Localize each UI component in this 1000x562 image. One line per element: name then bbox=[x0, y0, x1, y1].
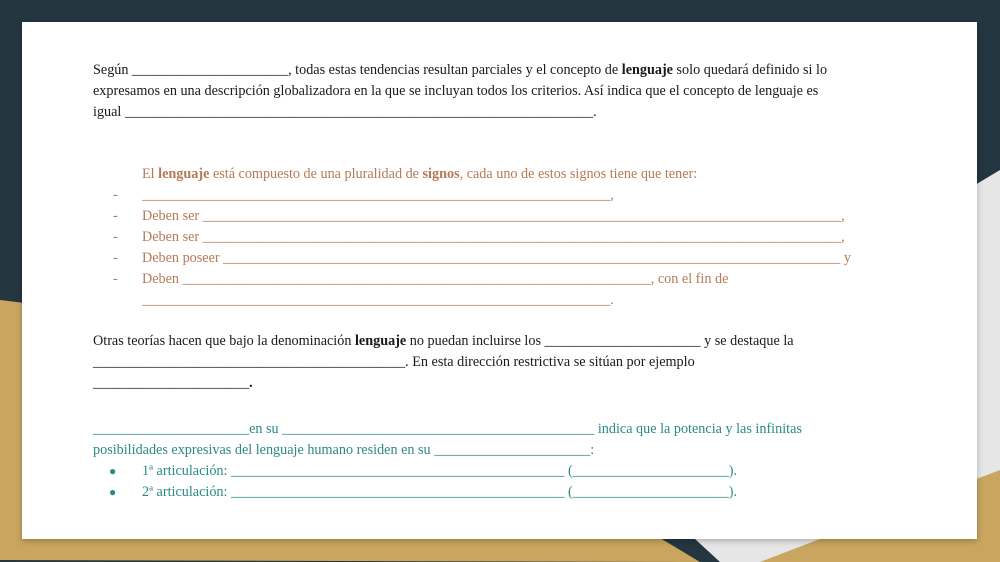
p1-line2: expresamos en una descripción globalizadora en la que se incluyan todos los criterios. Así indica que el concepto de lenguaje es bbox=[93, 83, 819, 99]
item-3: Deben ser __________________________________________________________________________________________, bbox=[142, 229, 845, 245]
blank-articulacion-2[interactable]: _______________________________________________ bbox=[231, 484, 565, 500]
blank-articulacion-1-paren[interactable]: (______________________). bbox=[567, 463, 738, 479]
p3-line1: Otras teorías hacen que bajo la denominación lenguaje no puedan incluirse los ______________________ y se destaque la bbox=[93, 333, 794, 349]
blank-no-incluirse[interactable]: ______________________ bbox=[544, 333, 701, 349]
blank-item-1[interactable]: __________________________________________________________________, bbox=[142, 187, 614, 203]
item-4: Deben poseer _______________________________________________________________________________________ y bbox=[142, 250, 851, 266]
bullet-2: ● bbox=[109, 485, 117, 499]
dash-5: - bbox=[113, 271, 118, 287]
blank-concepto-igual[interactable]: __________________________________________________________________ bbox=[124, 104, 594, 120]
blank-autor-2[interactable]: ______________________ bbox=[93, 421, 250, 437]
p4-line2: posibilidades expresivas del lenguaje humano residen en su ______________________: bbox=[93, 442, 595, 458]
item-5: Deben __________________________________________________________________, con el fin de bbox=[142, 271, 729, 287]
blank-se-destaque[interactable]: ____________________________________________ bbox=[93, 354, 406, 370]
p1-line1: Según ______________________, todas estas tendencias resultan parciales y el concepto de lenguaje solo quedará definido si lo bbox=[93, 62, 828, 78]
blank-item-2[interactable]: __________________________________________________________________________________________, bbox=[202, 208, 845, 224]
blank-item-5[interactable]: __________________________________________________________________ bbox=[182, 271, 651, 287]
worksheet-page bbox=[22, 22, 977, 539]
blank-ejemplo[interactable]: ______________________ bbox=[93, 375, 250, 391]
blank-articulacion-1[interactable]: _______________________________________________ bbox=[231, 463, 565, 479]
dash-2: - bbox=[113, 208, 118, 224]
blank-doble-articulacion[interactable]: ______________________ bbox=[434, 442, 591, 458]
blank-item-5-cont[interactable]: __________________________________________________________________. bbox=[142, 292, 614, 308]
bullet-item-1: 1ª articulación: _______________________________________________ (______________________). bbox=[142, 463, 738, 479]
dash-1: - bbox=[113, 187, 118, 203]
blank-item-4[interactable]: _______________________________________________________________________________________ y bbox=[223, 250, 851, 266]
dash-3: - bbox=[113, 229, 118, 245]
p3-line3: ______________________. bbox=[93, 375, 253, 391]
bullet-item-2: 2ª articulación: _______________________________________________ (______________________). bbox=[142, 484, 738, 500]
blank-obra[interactable]: ____________________________________________ bbox=[282, 421, 595, 437]
blank-articulacion-2-paren[interactable]: (______________________). bbox=[567, 484, 738, 500]
bullet-1: ● bbox=[109, 464, 117, 478]
p4-line1: ______________________en su ____________________________________________ indica que la potencia y las infinitas bbox=[93, 421, 802, 437]
item-2: Deben ser __________________________________________________________________________________________, bbox=[142, 208, 845, 224]
p2-intro: El lenguaje está compuesto de una pluralidad de signos, cada uno de estos signos tiene que tener: bbox=[142, 166, 698, 182]
dash-4: - bbox=[113, 250, 118, 266]
p3-line2: ____________________________________________. En esta dirección restrictiva se sitúan por ejemplo bbox=[93, 354, 695, 370]
p1-line3: igual __________________________________________________________________. bbox=[93, 104, 597, 120]
blank-item-3[interactable]: __________________________________________________________________________________________, bbox=[202, 229, 845, 245]
blank-autor-1[interactable]: ______________________ bbox=[132, 62, 289, 78]
